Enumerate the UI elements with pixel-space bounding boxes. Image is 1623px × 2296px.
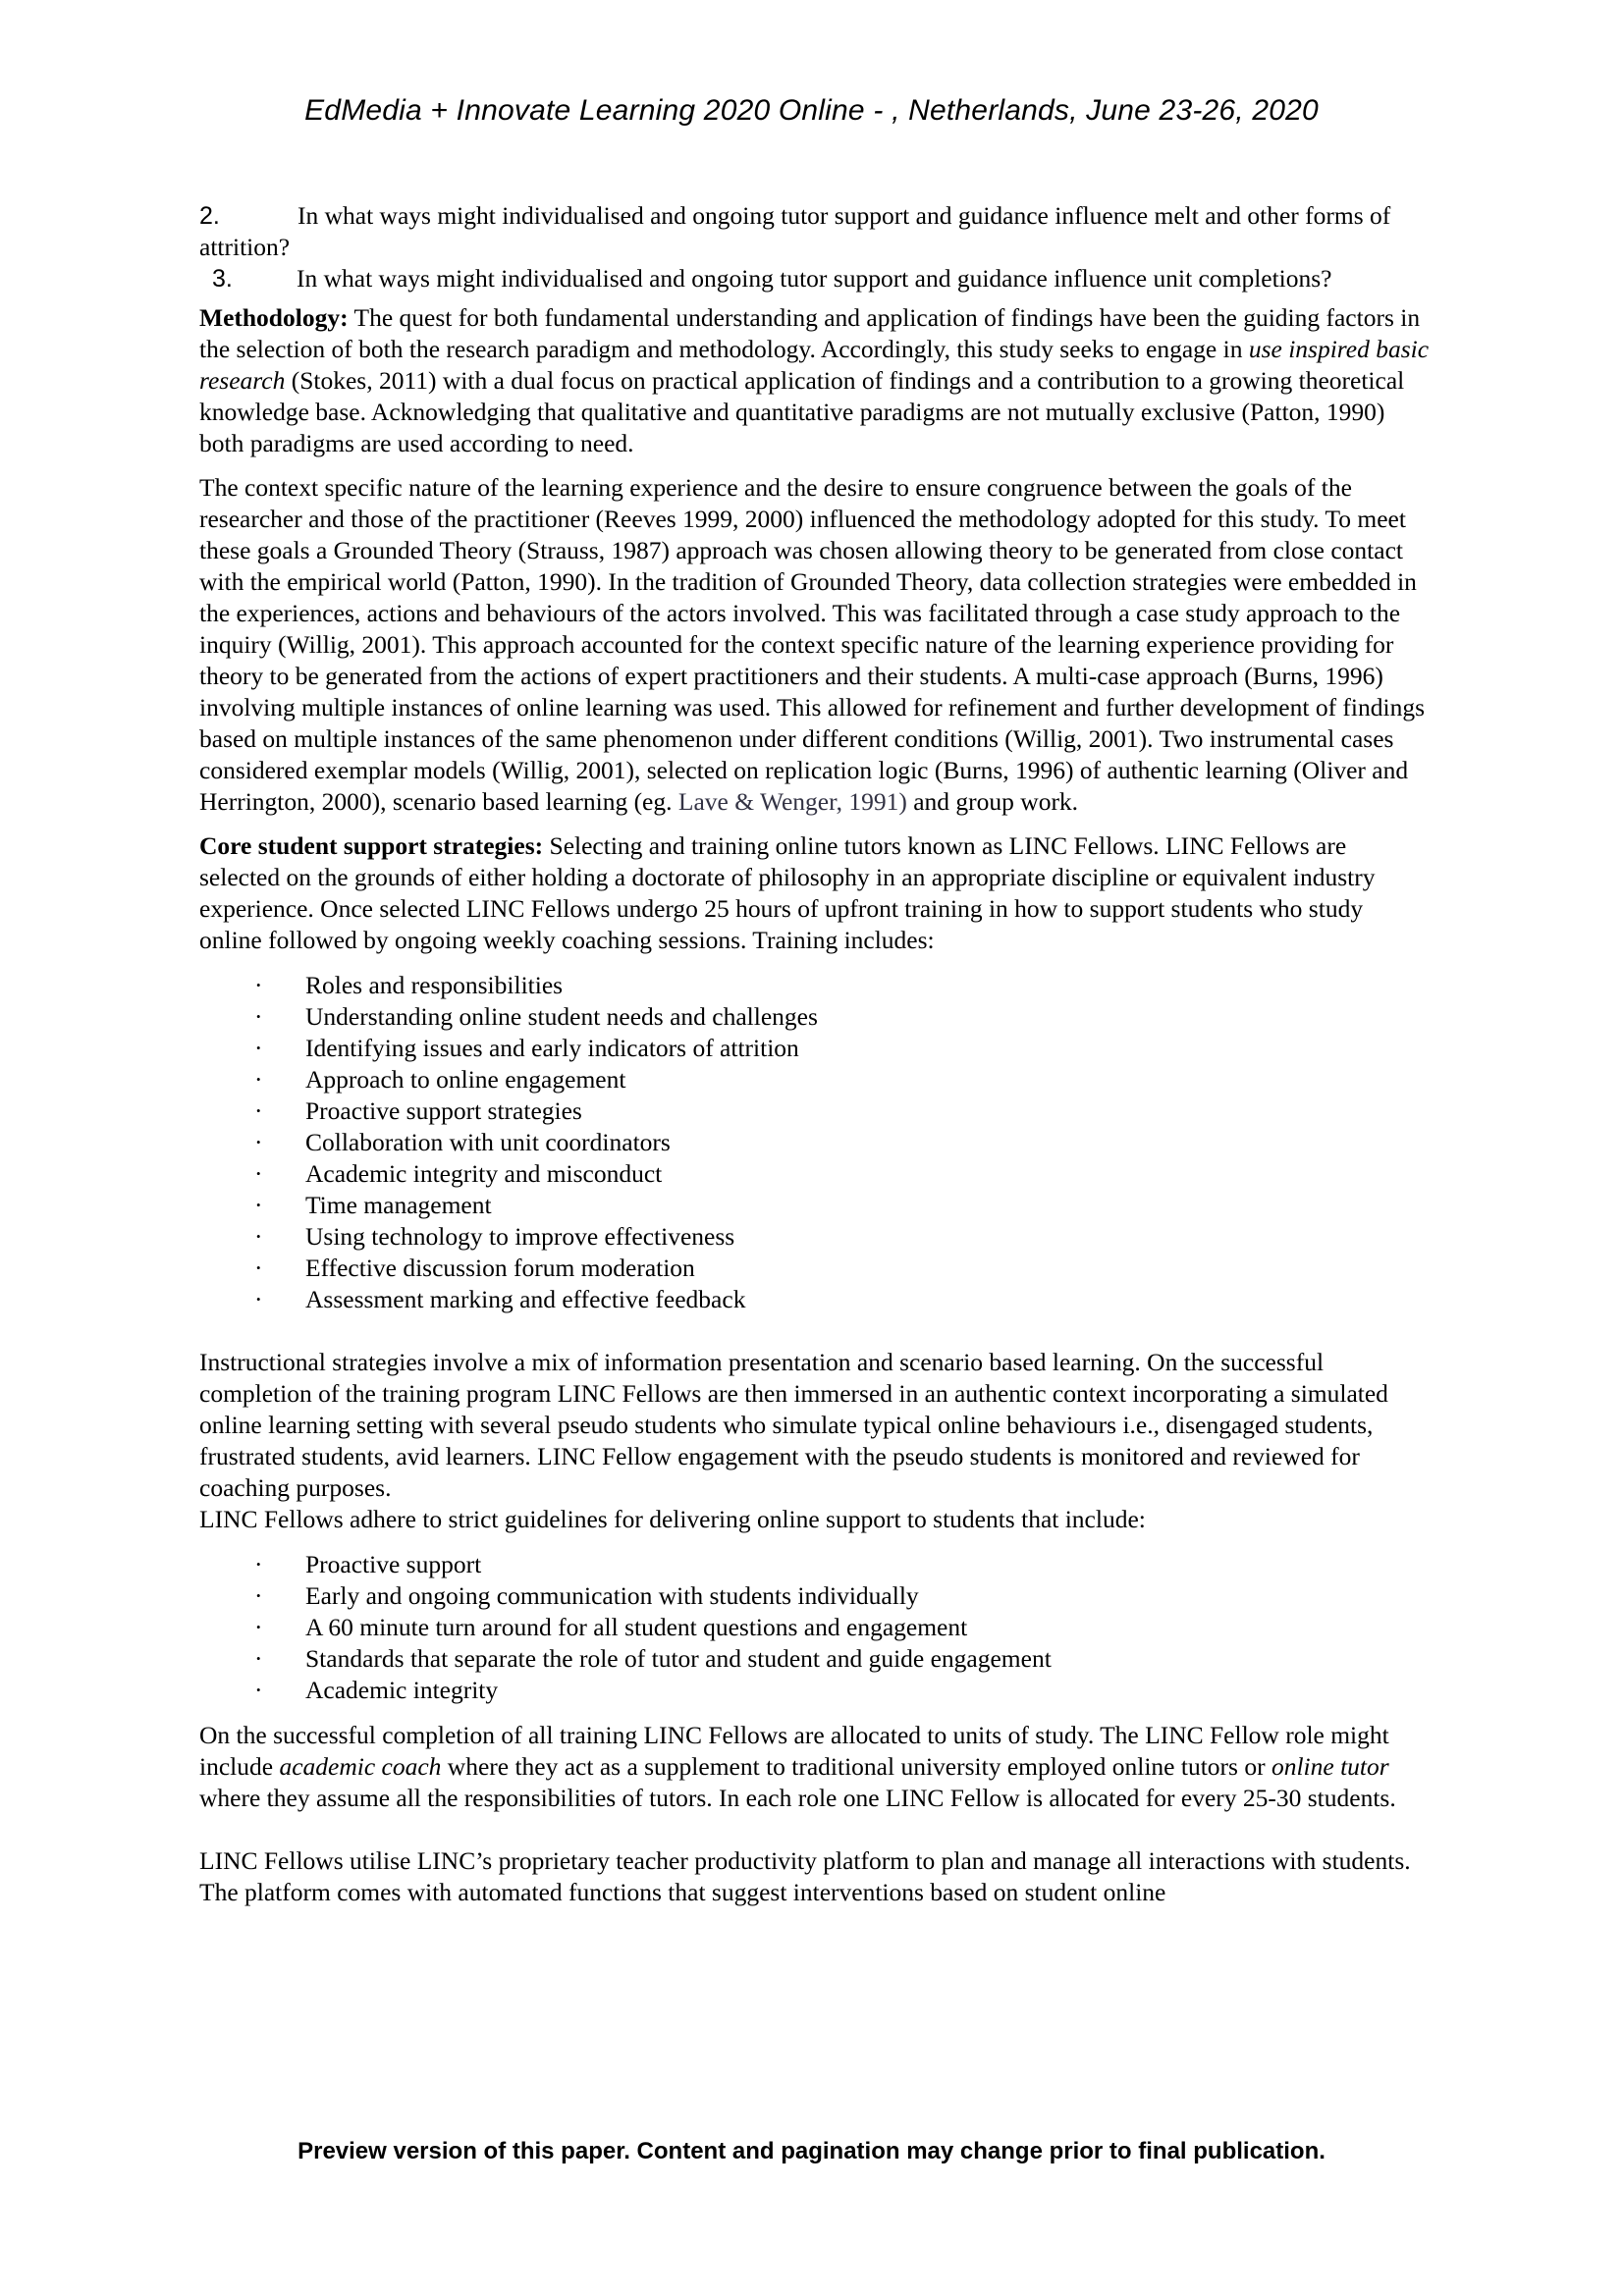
allocation-paragraph (199, 1720, 1432, 1814)
bullet-icon: · (254, 1676, 263, 1704)
bullet-icon: · (254, 1613, 263, 1641)
bullet-icon: · (254, 1581, 263, 1610)
question-text: In what ways might individualised and ongoing tutor support and guidance influence unit completions? (297, 264, 1332, 293)
list-item-text: Proactive support strategies (305, 1096, 582, 1125)
list-item-text: Collaboration with unit coordinators (305, 1128, 671, 1156)
bullet-icon: · (254, 1096, 263, 1125)
context-paragraph (199, 472, 1432, 818)
bullet-icon: · (254, 1254, 263, 1282)
question-number: 3. (212, 265, 233, 293)
list-item-text: Time management (305, 1191, 492, 1219)
list-item-text: Understanding online student needs and challenges (305, 1002, 818, 1031)
list-item (199, 1580, 1432, 1612)
instructional-paragraph: Instructional strategies involve a mix of information presentation and scenario based learning. On the successful completion of the training program LINC Fellows are then immersed in an authentic context incorporating a simulated online learning setting with several pseudo students who simulate typical online behaviours i.e., disengaged students, frustrated students, avid learners. LINC Fellow engagement with the pseudo students is monitored and reviewed for coaching purposes. (199, 1348, 1388, 1502)
core-strategies-text: Selecting and training online tutors known as LINC Fellows. LINC Fellows are selected on the grounds of either holding a doctorate of philosophy in an appropriate discipline or equivalent industry experience. Once selected LINC Fellows undergo 25 hours of upfront training in how to support students who study online followed by ongoing weekly coaching sessions. Training includes: (199, 831, 1376, 954)
core-strategies-heading: Core student support strategies: (199, 831, 544, 860)
question-number: 2. (199, 202, 220, 230)
question-text: In what ways might individualised and ongoing tutor support and guidance influence melt and other forms of attrition? (199, 201, 1391, 261)
guidelines-list (199, 1549, 1432, 1706)
context-text: The context specific nature of the learning experience and the desire to ensure congruence between the goals of the researcher and those of the practitioner (Reeves 1999, 2000) influenced the methodology adopted for this study. To meet these goals a Grounded Theory (Strauss, 1987) approach was chosen allowing theory to be generated from close contact with the empirical world (Patton, 1990). In the tradition of Grounded Theory, data collection strategies were embedded in the experiences, actions and behaviours of the actors involved. This was facilitated through a case study approach to the inquiry (Willig, 2001). This approach accounted for the context specific nature of the learning experience providing for theory to be generated from the actions of expert practitioners and their students. A multi-case approach (Burns, 1996) involving multiple instances of online learning was used. This allowed for refinement and further development of findings based on multiple instances of the same phenomenon under different conditions (Willig, 2001). Two instrumental cases considered exemplar models (Willig, 2001), selected on replication logic (Burns, 1996) of authentic learning (Oliver and Herrington, 2000), scenario based learning (eg. (199, 473, 1426, 816)
list-item-text: Academic integrity and misconduct (305, 1159, 663, 1188)
list-item-text: Roles and responsibilities (305, 971, 564, 999)
methodology-paragraph (199, 302, 1432, 459)
bullet-icon: · (254, 1550, 263, 1578)
online-tutor-term: online tutor (1271, 1752, 1389, 1781)
bullet-icon: · (254, 1191, 263, 1219)
list-item-text: Identifying issues and early indicators of attrition (305, 1034, 799, 1062)
list-item (199, 1643, 1432, 1675)
list-item (199, 1001, 1432, 1033)
core-strategies-paragraph (199, 830, 1432, 956)
allocation-text: On the successful completion of all training LINC Fellows are allocated to units of study. The LINC Fellow role might include (199, 1721, 1389, 1781)
methodology-heading: Methodology: (199, 303, 349, 332)
bullet-icon: · (254, 1065, 263, 1094)
list-item (199, 1221, 1432, 1253)
list-item-text: Approach to online engagement (305, 1065, 626, 1094)
bullet-icon: · (254, 1285, 263, 1313)
list-item (199, 1033, 1432, 1064)
methodology-text: The quest for both fundamental understanding and application of findings have been the guiding factors in the selection of both the research paradigm and methodology. Accordingly, this study seeks to engage in (199, 303, 1421, 363)
list-item (199, 1284, 1432, 1315)
allocation-text-3: where they assume all the responsibilities of tutors. In each role one LINC Fellow is allocated for every 25-30 students. (199, 1784, 1396, 1812)
list-item-text: A 60 minute turn around for all student questions and engagement (305, 1613, 968, 1641)
preview-footer: Preview version of this paper. Content and pagination may change prior to final publication. (298, 2138, 1325, 2164)
page-body (199, 200, 1432, 1921)
list-item (199, 1190, 1432, 1221)
bullet-icon: · (254, 1644, 263, 1673)
list-item-text: Early and ongoing communication with students individually (305, 1581, 919, 1610)
list-item (199, 1064, 1432, 1095)
bullet-icon: · (254, 1222, 263, 1251)
list-item (199, 1127, 1432, 1158)
bullet-icon: · (254, 1159, 263, 1188)
bullet-icon: · (254, 971, 263, 999)
guidelines-intro: LINC Fellows adhere to strict guidelines for delivering online support to students that include: (199, 1505, 1146, 1533)
research-question-2 (199, 200, 1432, 263)
list-item-text: Academic integrity (305, 1676, 499, 1704)
list-item-text: Standards that separate the role of tutor and student and guide engagement (305, 1644, 1052, 1673)
platform-paragraph: LINC Fellows utilise LINC’s proprietary teacher productivity platform to plan and manage all interactions with students. The platform comes with automated functions that suggest interventions based on student online (199, 1846, 1411, 1906)
bullet-icon: · (254, 1002, 263, 1031)
bullet-icon: · (254, 1034, 263, 1062)
list-item-text: Proactive support (305, 1550, 482, 1578)
list-item (199, 1549, 1432, 1580)
list-item-text: Using technology to improve effectiveness (305, 1222, 735, 1251)
list-item (199, 1612, 1432, 1643)
academic-coach-term: academic coach (279, 1752, 442, 1781)
list-item-text: Effective discussion forum moderation (305, 1254, 695, 1282)
list-item (199, 1675, 1432, 1706)
list-item (199, 970, 1432, 1001)
bullet-icon: · (254, 1128, 263, 1156)
list-item-text: Assessment marking and effective feedback (305, 1285, 746, 1313)
list-item (199, 1253, 1432, 1284)
methodology-text-2: (Stokes, 2011) with a dual focus on practical application of findings and a contribution to a growing theoretical knowledge base. Acknowledging that qualitative and quantitative paradigms are not mutually exclusive (Patton, 1990) both paradigms are used according to need. (199, 366, 1405, 457)
research-question-3 (199, 263, 1432, 294)
methodology-italic: use inspired basic research (199, 335, 1430, 395)
allocation-text-2: where they act as a supplement to traditional university employed online tutors or (441, 1752, 1271, 1781)
training-list (199, 970, 1432, 1315)
citation-lave-wenger: Lave & Wenger, 1991) (677, 787, 907, 816)
list-item (199, 1095, 1432, 1127)
list-item (199, 1158, 1432, 1190)
running-header: EdMedia + Innovate Learning 2020 Online - , Netherlands, June 23-26, 2020 (304, 94, 1319, 127)
context-text-end: and group work. (906, 787, 1079, 816)
